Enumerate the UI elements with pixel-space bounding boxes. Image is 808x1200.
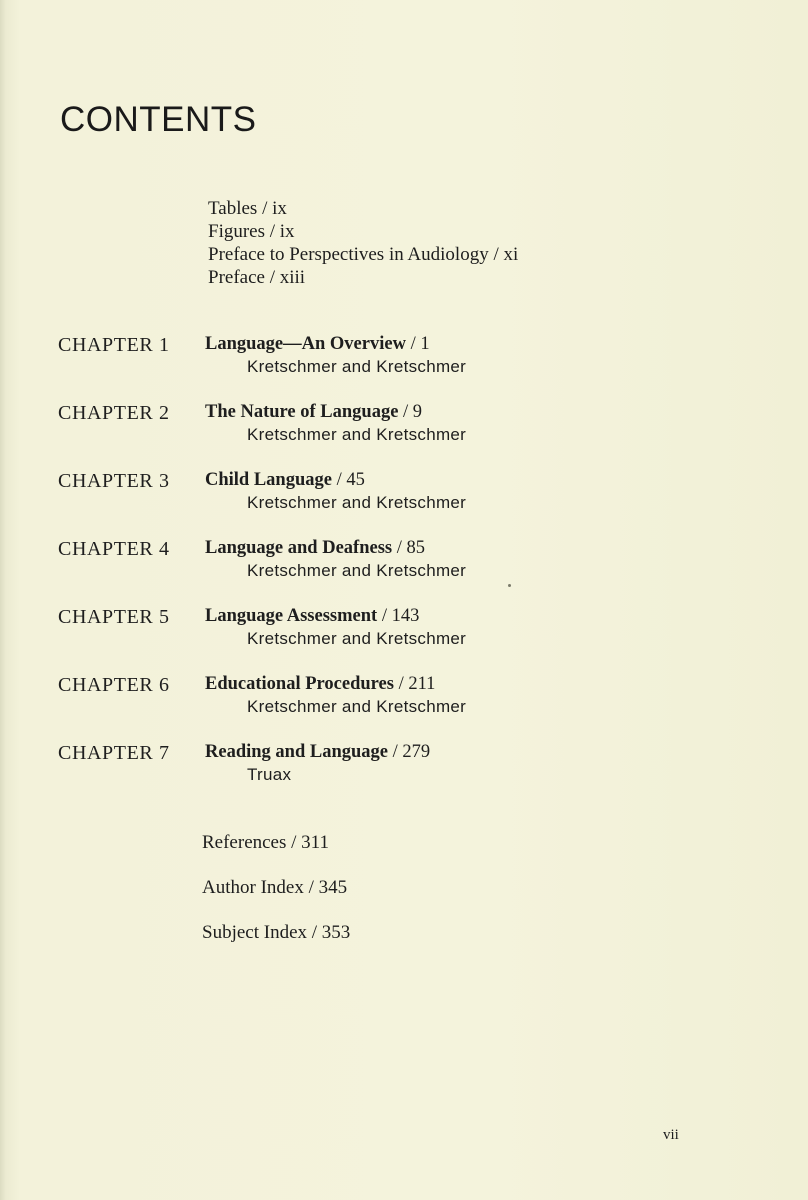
chapter-entry-6 [58, 674, 758, 724]
chapter-entry-5 [58, 606, 758, 656]
chapter-title-line: Language and Deafness / 85 [205, 538, 425, 558]
front-matter-entry-figures [208, 220, 518, 243]
front-matter-entry-series-preface [208, 243, 518, 266]
chapter-author: Kretschmer and Kretschmer [247, 697, 467, 716]
chapter-title: Language and Deafness [205, 538, 393, 558]
chapter-title: Child Language [205, 470, 332, 490]
chapter-author: Truax [247, 765, 292, 784]
chapter-label: CHAPTER 6 [58, 674, 170, 696]
chapter-label: CHAPTER 7 [58, 742, 170, 764]
chapter-page: 211 [408, 674, 436, 694]
chapter-entry-1 [58, 334, 758, 384]
entry-label: Author Index [202, 877, 304, 898]
chapter-number: 1 [158, 334, 170, 356]
chapter-label: CHAPTER 4 [58, 538, 170, 560]
chapter-title-line: Language Assessment / 143 [205, 606, 420, 626]
chapter-label: CHAPTER 2 [58, 402, 170, 424]
entry-separator: / [493, 244, 499, 265]
entry-separator: / [269, 221, 276, 242]
entry-label: Preface [208, 267, 265, 288]
chapter-entry-7 [58, 742, 758, 792]
entry-label: Figures [208, 221, 265, 242]
chapter-title-line: Child Language / 45 [205, 470, 365, 490]
chapter-number: 6 [158, 674, 170, 696]
front-matter-list [208, 197, 518, 289]
chapter-author: Kretschmer and Kretschmer [247, 561, 467, 580]
chapter-title-line: Educational Procedures / 211 [205, 674, 436, 694]
entry-separator: / [308, 877, 314, 898]
chapter-title: Reading and Language [205, 742, 388, 762]
entry-page: 311 [301, 832, 329, 853]
front-matter-entry-preface [208, 266, 518, 289]
back-matter-entry-references [202, 832, 329, 854]
entry-page: ix [279, 221, 295, 242]
page-title: CONTENTS [60, 100, 257, 139]
entry-separator: / [291, 832, 297, 853]
chapter-page: 9 [412, 402, 423, 422]
chapter-title-line: Reading and Language / 279 [205, 742, 431, 762]
chapter-author: Kretschmer and Kretschmer [247, 357, 467, 376]
chapter-number: 5 [158, 606, 170, 628]
chapter-author: Kretschmer and Kretschmer [247, 425, 467, 444]
chapter-label: CHAPTER 1 [58, 334, 170, 356]
entry-separator: / [262, 198, 268, 219]
entry-separator: / [269, 267, 275, 288]
entry-label: Subject Index [202, 922, 308, 943]
chapter-page: 279 [402, 742, 431, 762]
chapter-author: Kretschmer and Kretschmer [247, 629, 467, 648]
back-matter-entry-subject-index [202, 922, 350, 944]
entry-separator: / [311, 922, 318, 943]
chapter-title: The Nature of Language [205, 402, 399, 422]
chapter-number: 2 [158, 402, 170, 424]
chapter-author: Kretschmer and Kretschmer [247, 493, 467, 512]
chapter-page: 1 [420, 334, 430, 354]
chapter-page: 143 [391, 606, 420, 626]
entry-page: xiii [279, 267, 306, 288]
chapter-number: 4 [158, 538, 170, 560]
chapter-entry-3 [58, 470, 758, 520]
entry-page: 353 [321, 922, 351, 943]
chapter-title: Language Assessment [205, 606, 378, 626]
print-speck [508, 584, 511, 587]
front-matter-entry-tables [208, 197, 518, 220]
chapter-title: Language—An Overview [205, 334, 406, 354]
chapter-title-line: The Nature of Language / 9 [205, 402, 423, 422]
chapter-entry-4 [58, 538, 758, 588]
entry-label: Tables [208, 198, 258, 219]
entry-page: ix [272, 198, 287, 219]
chapter-label: CHAPTER 5 [58, 606, 170, 628]
chapter-number: 7 [158, 742, 170, 764]
chapter-entry-2 [58, 402, 758, 452]
chapter-number: 3 [158, 470, 170, 492]
back-matter-entry-author-index [202, 877, 347, 899]
entry-label: Preface to Perspectives in Audiology [208, 244, 489, 265]
page-number: vii [663, 1127, 679, 1143]
entry-page: 345 [318, 877, 348, 898]
entry-page: xi [503, 244, 519, 265]
chapter-page: 45 [346, 470, 365, 490]
chapter-page: 85 [406, 538, 425, 558]
chapter-title-line: Language—An Overview / 1 [205, 334, 430, 354]
entry-label: References [202, 832, 287, 853]
chapter-label: CHAPTER 3 [58, 470, 170, 492]
chapter-title: Educational Procedures [205, 674, 394, 694]
